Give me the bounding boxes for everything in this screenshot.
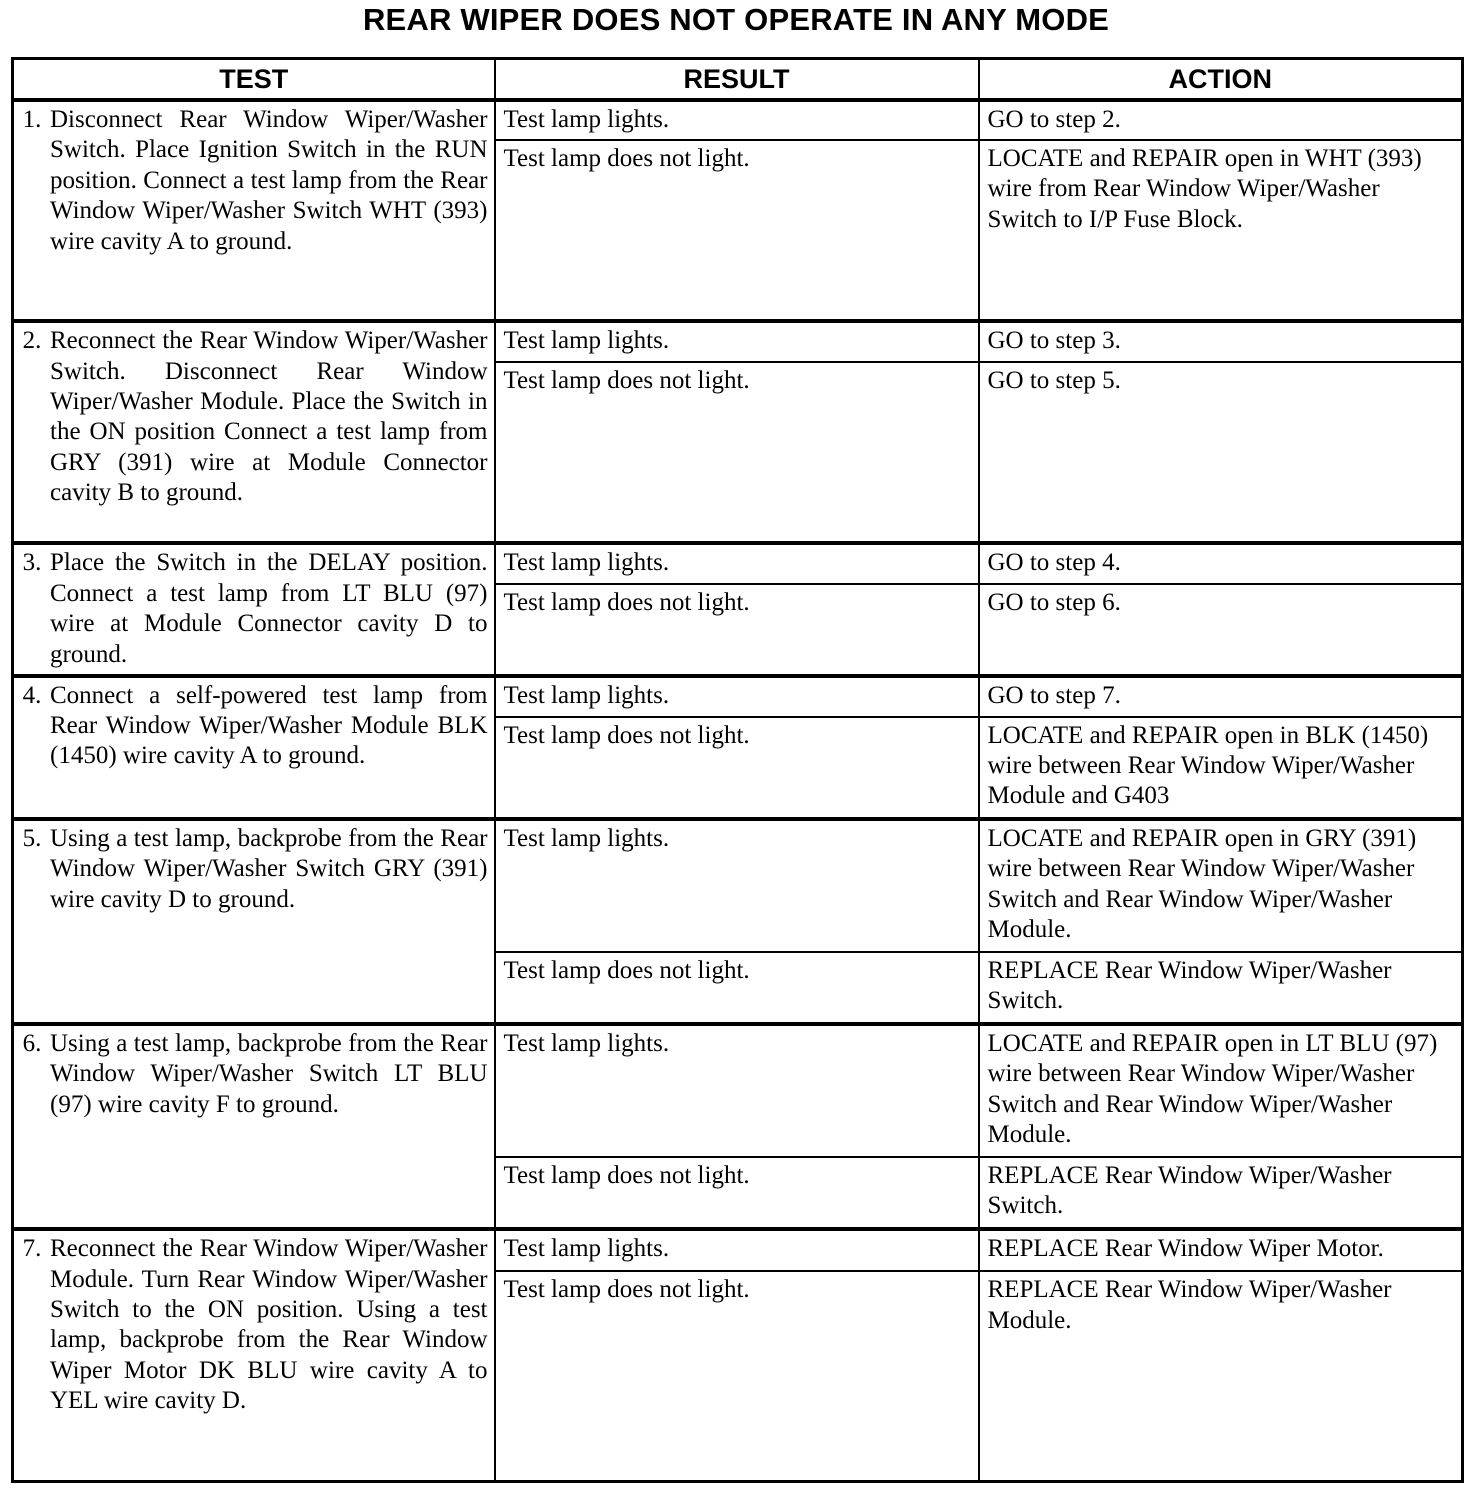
result-column-header: RESULT (495, 59, 979, 101)
step-number: 1. (22, 106, 42, 133)
test-text: Using a test lamp, backprobe from the Rear Window Wiper/Washer Switch GRY (391) wire cavity D to ground. (50, 824, 488, 913)
test-step-4 (13, 676, 495, 819)
test-text: Connect a self-powered test lamp from Rear Window Wiper/Washer Module BLK (1450) wire cavity A to ground. (50, 681, 488, 770)
action-cell: GO to step 7. (979, 676, 1463, 717)
result-cell: Test lamp does not light. (495, 362, 979, 543)
result-cell: Test lamp does not light. (495, 952, 979, 1024)
action-cell: REPLACE Rear Window Wiper/Washer Switch. (979, 1157, 1463, 1229)
result-cell: Test lamp lights. (495, 676, 979, 717)
action-cell: GO to step 4. (979, 543, 1463, 584)
table-row (13, 100, 1463, 140)
action-column-header: ACTION (979, 59, 1463, 101)
result-cell: Test lamp lights. (495, 1229, 979, 1271)
result-cell: Test lamp does not light. (495, 1157, 979, 1229)
action-cell: LOCATE and REPAIR open in BLK (1450) wire between Rear Window Wiper/Washer Module and G403 (979, 717, 1463, 819)
table-row (13, 819, 1463, 952)
test-step-7 (13, 1229, 495, 1481)
result-cell: Test lamp lights. (495, 100, 979, 140)
action-cell: GO to step 3. (979, 321, 1463, 362)
result-cell: Test lamp does not light. (495, 584, 979, 675)
test-text: Reconnect the Rear Window Wiper/Washer Switch. Disconnect Rear Window Wiper/Washer Module. Place the Switch in the ON position Connect a test lamp from GRY (391) wire at Module Connector cavity B to ground. (50, 327, 488, 507)
result-cell: Test lamp lights. (495, 1024, 979, 1157)
result-cell: Test lamp does not light. (495, 717, 979, 819)
table-row (13, 676, 1463, 717)
step-number: 2. (22, 327, 42, 355)
result-cell: Test lamp lights. (495, 543, 979, 584)
test-step-1 (13, 100, 495, 321)
action-cell: GO to step 2. (979, 100, 1463, 140)
action-cell: GO to step 6. (979, 584, 1463, 675)
table-row (13, 1229, 1463, 1271)
step-number: 4. (22, 681, 42, 709)
action-cell: LOCATE and REPAIR open in LT BLU (97) wire between Rear Window Wiper/Washer Switch and Rear Window Wiper/Washer Module. (979, 1024, 1463, 1157)
test-text: Disconnect Rear Window Wiper/Washer Switch. Place Ignition Switch in the RUN position. Connect a test lamp from the Rear Window Wiper/Washer Switch WHT (393) wire cavity A to ground. (50, 106, 488, 255)
test-column-header: TEST (13, 59, 495, 101)
test-step-6 (13, 1024, 495, 1229)
action-cell: REPLACE Rear Window Wiper/Washer Switch. (979, 952, 1463, 1024)
action-cell: LOCATE and REPAIR open in WHT (393) wire from Rear Window Wiper/Washer Switch to I/P Fuse Block. (979, 140, 1463, 321)
table-row (13, 321, 1463, 362)
table-row (13, 1024, 1463, 1157)
result-cell: Test lamp lights. (495, 819, 979, 952)
action-cell: REPLACE Rear Window Wiper Motor. (979, 1229, 1463, 1271)
step-number: 5. (22, 824, 42, 852)
result-cell: Test lamp does not light. (495, 140, 979, 321)
header-row (13, 59, 1463, 101)
test-text: Reconnect the Rear Window Wiper/Washer Module. Turn Rear Window Wiper/Washer Switch to the ON position. Using a test lamp, backprobe from the Rear Window Wiper Motor DK BLU wire cavity A to YEL wire cavity D. (50, 1235, 488, 1415)
action-cell: REPLACE Rear Window Wiper/Washer Module. (979, 1271, 1463, 1481)
step-number: 6. (22, 1029, 42, 1057)
page-title: REAR WIPER DOES NOT OPERATE IN ANY MODE (362, 2, 1110, 37)
test-step-2 (13, 321, 495, 543)
test-step-3 (13, 543, 495, 675)
test-text: Place the Switch in the DELAY position. Connect a test lamp from LT BLU (97) wire at Module Connector cavity D to ground. (50, 549, 488, 668)
action-cell: LOCATE and REPAIR open in GRY (391) wire between Rear Window Wiper/Washer Switch and Rear Window Wiper/Washer Module. (979, 819, 1463, 952)
result-cell: Test lamp does not light. (495, 1271, 979, 1481)
diagnostic-table (11, 57, 1464, 1483)
action-cell: GO to step 5. (979, 362, 1463, 543)
table-row (13, 543, 1463, 584)
step-number: 7. (22, 1235, 42, 1263)
test-text: Using a test lamp, backprobe from the Rear Window Wiper/Washer Switch LT BLU (97) wire cavity F to ground. (50, 1029, 488, 1118)
result-cell: Test lamp lights. (495, 321, 979, 362)
test-step-5 (13, 819, 495, 1024)
step-number: 3. (22, 549, 42, 577)
